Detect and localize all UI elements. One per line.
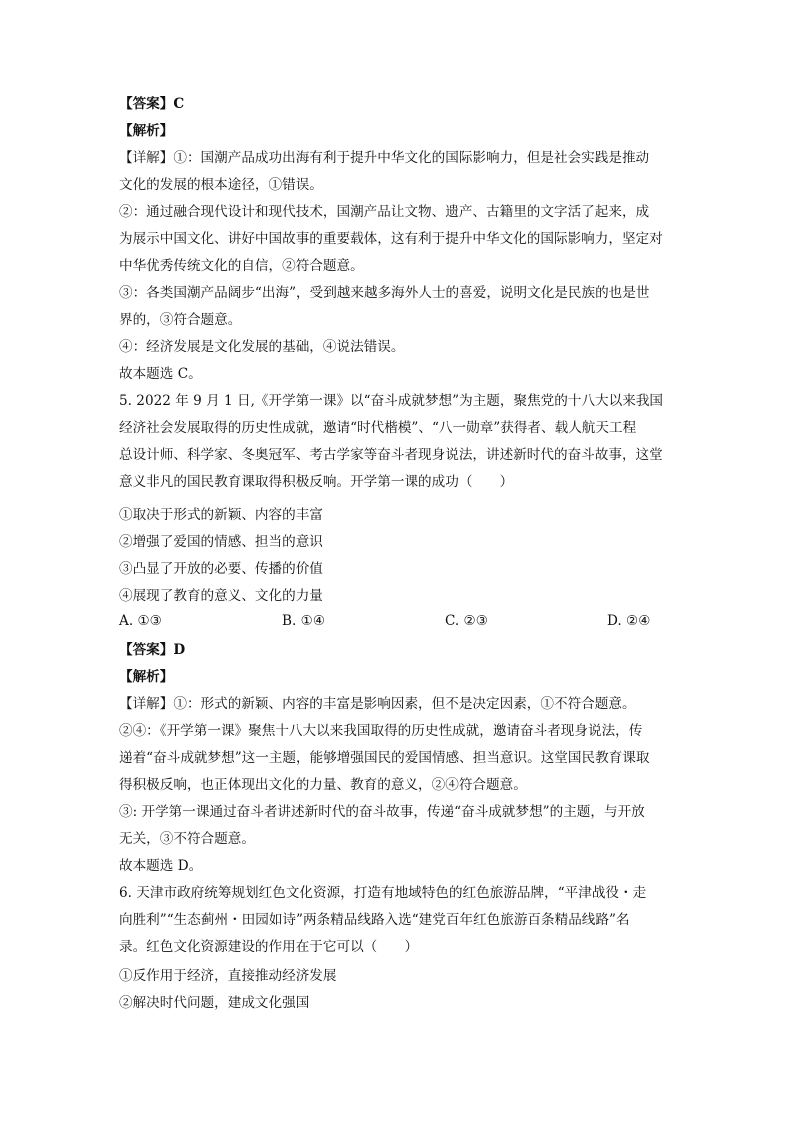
analysis-tag: 【解析】 [119,669,174,685]
option-a: A. ①③ [119,613,162,629]
question-5-item: ④展现了教育的意义、文化的力量 [119,588,323,604]
detail-line: 界的，③符合题意。 [119,312,242,328]
detail-line: 中华优秀传统文化的自信，②符合题意。 [119,258,364,274]
question-5-stem: 意义非凡的国民教育课取得积极反响。开学第一课的成功（ ） [119,474,514,490]
detail-line: 无关，③不符合题意。 [119,831,255,847]
conclusion-line: 故本题选 D。 [119,858,203,874]
answer-tag: 【答案】C [119,96,185,112]
question-6-stem: 6. 天津市政府统筹规划红色文化资源，打造有地域特色的红色旅游品牌，“平津战役・走 [119,885,647,901]
detail-line: ②④：《开学第一课》聚焦十八大以来我国取得的历史性成就，邀请奋斗者现身说法，传 [119,723,643,739]
detail-line: 得积极反响，也正体现出文化的力量、教育的意义，②④符合题意。 [119,777,527,793]
detail-line: ④：经济发展是文化发展的基础，④说法错误。 [119,339,405,355]
detail-line: 为展示中国文化、讲好中国故事的重要载体，这有利于提升中华文化的国际影响力，坚定对 [119,231,663,247]
question-6-stem: 向胜利”“生态蓟州・田园如诗”两条精品线路入选“建党百年红色旅游百条精品线路”名 [119,912,630,928]
answer-tag: 【答案】D [119,642,186,658]
detail-line: ③：各类国潮产品阔步“出海”，受到越来越多海外人士的喜爱，说明文化是民族的也是世 [119,285,650,301]
question-6-stem: 录。红色文化资源建设的作用在于它可以（ ） [119,939,419,955]
detail-line: 文化的发展的根本途径，①错误。 [119,177,323,193]
detail-line: 【详解】①：形式的新颖、内容的丰富是影响因素，但不是决定因素，①不符合题意。 [119,696,636,712]
detail-line: ③: 开学第一课通过奋斗者讲述新时代的奋斗故事，传递“奋斗成就梦想”的主题，与开放 [119,804,645,820]
question-6-item: ①反作用于经济，直接推动经济发展 [119,968,337,984]
option-d: D. ②④ [607,613,651,629]
question-5-stem: 5. 2022 年 9 月 1 日,《开学第一课》以“奋斗成就梦想”为主题，聚焦党的十八大以来我国 [119,393,664,409]
detail-line: 【详解】①：国潮产品成功出海有利于提升中华文化的国际影响力，但是社会实践是推动 [119,150,650,166]
analysis-tag: 【解析】 [119,123,174,139]
question-5-options [119,613,679,633]
question-5-stem: 总设计师、科学家、冬奥冠军、考古学家等奋斗者现身说法，讲述新时代的奋斗故事，这堂 [119,447,663,463]
option-b: B. ①④ [282,613,326,629]
option-c: C. ②③ [445,613,488,629]
question-5-stem: 经济社会发展取得的历史性成就，邀请“时代楷模”、“八一勋章”获得者、载人航天工程 [119,420,637,436]
question-5-item: ③凸显了开放的必要、传播的价值 [119,561,323,577]
question-5-item: ②增强了爱国的情感、担当的意识 [119,534,323,550]
question-6-item: ②解决时代问题，建成文化强国 [119,995,310,1011]
detail-line: ②：通过融合现代设计和现代技术，国潮产品让文物、遗产、古籍里的文字活了起来，成 [119,204,650,220]
conclusion-line: 故本题选 C。 [119,366,202,382]
question-5-item: ①取决于形式的新颖、内容的丰富 [119,507,323,523]
detail-line: 递着“奋斗成就梦想”这一主题，能够增强国民的爱国情感、担当意识。这堂国民教育课取 [119,750,650,766]
